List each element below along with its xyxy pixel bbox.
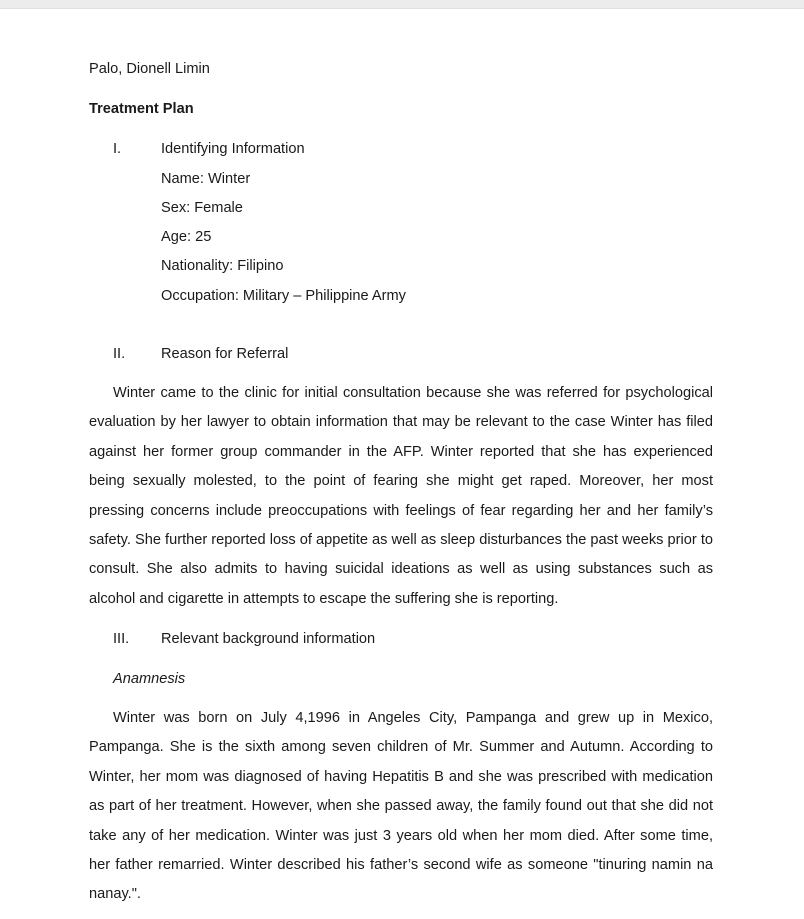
field-nationality: Nationality: Filipino — [161, 258, 284, 274]
document-page — [0, 9, 804, 919]
anamnesis-paragraph — [89, 704, 713, 910]
referral-paragraph-text: Winter came to the clinic for initial consultation because she was referred for psychological evaluation by her lawyer to obtain information that may be relevant to the case Winter has filed against her former group commander in the AFP. Winter reported that she has experienced being sexually molested, to the point of fearing she might get raped. Moreover, her most pressing concerns include preoccupations with feelings of fear regarding her and her family’s safety. She further reported loss of appetite as well as sleep disturbances the past weeks prior to consult. She also admits to having suicidal ideations as well as using substances such as alcohol and cigarette in attempts to escape the suffering she is reporting. — [89, 385, 713, 607]
author-name: Palo, Dionell Limin — [89, 61, 210, 77]
section-2-heading: Reason for Referral — [161, 346, 289, 362]
document-title: Treatment Plan — [89, 101, 194, 117]
field-age: Age: 25 — [161, 229, 212, 245]
field-occupation: Occupation: Military – Philippine Army — [161, 288, 406, 304]
section-2-numeral: II. — [113, 346, 126, 362]
anamnesis-subheading: Anamnesis — [113, 671, 186, 687]
referral-paragraph — [89, 379, 713, 614]
section-1-numeral: I. — [113, 141, 122, 157]
section-3-heading: Relevant background information — [161, 631, 376, 647]
anamnesis-paragraph-text: Winter was born on July 4,1996 in Angeles City, Pampanga and grew up in Mexico, Pampanga. She is the sixth among seven children of Mr. Summer and Autumn. According to Winter, her mom was diagnosed of having Hepatitis B and she was prescribed with medication as part of her treatment. However, when she passed away, the family found out that she did not take any of her medication. Winter was just 3 years old when her mom died. After some time, her father remarried. Winter described his father’s second wife as someone "tinuring namin na nanay.". — [89, 710, 713, 903]
section-1-heading: Identifying Information — [161, 141, 305, 157]
field-name: Name: Winter — [161, 171, 251, 187]
section-3-numeral: III. — [113, 631, 130, 647]
viewer-background — [0, 0, 804, 9]
field-sex: Sex: Female — [161, 200, 243, 216]
